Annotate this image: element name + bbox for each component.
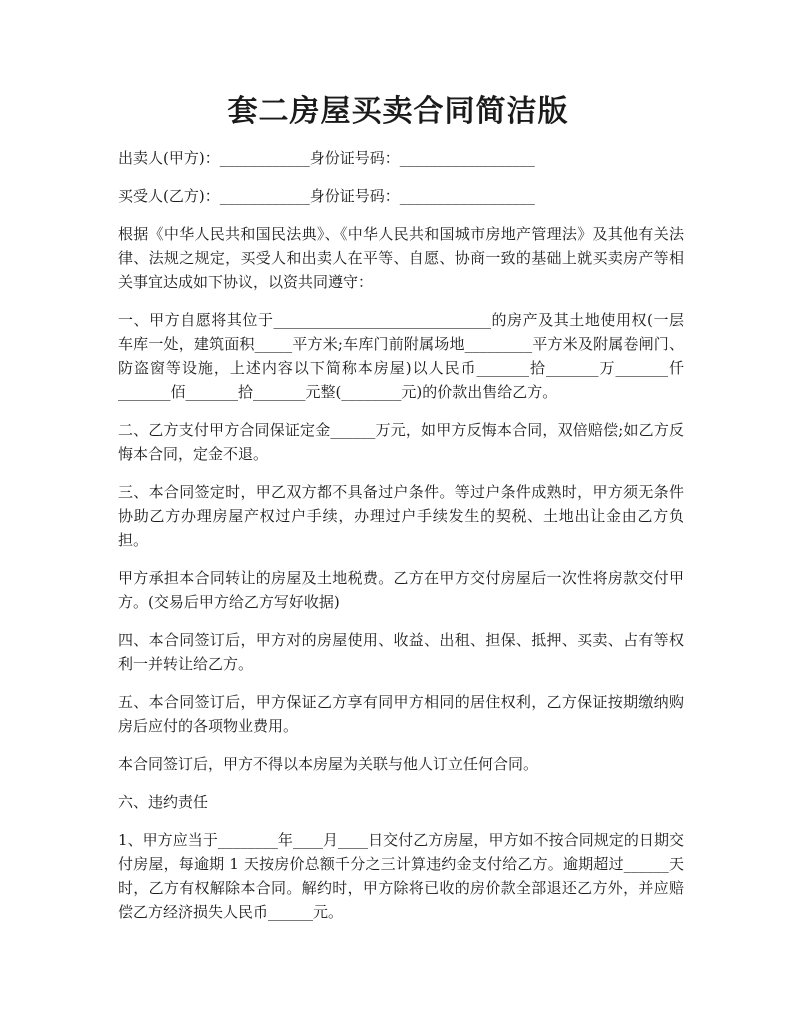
clause-4-paragraph: 四、本合同签订后，甲方对的房屋使用、收益、出租、担保、抵押、买卖、占有等权利一并转让给乙方。 [118,631,684,673]
document-title: 套二房屋买卖合同简洁版 [227,94,569,129]
breach-heading: 六、违约责任 [118,793,209,811]
breach-item-1-paragraph: 1、甲方应当于________年____月____日交付乙方房屋，甲方如不按合同规定的日期交付房屋，每逾期 1 天按房价总额千分之三计算违约金支付给乙方。逾期超过______天时，乙方有权解除本合同。解约时，甲方除将已收的房价款全部退还乙方外，并应赔偿乙方经济损失人民币______元。 [118,831,684,921]
no-other-contract-paragraph: 本合同签订后，甲方不得以本房屋为关联与他人订立任何合同。 [118,755,539,773]
tax-paragraph: 甲方承担本合同转让的房屋及土地税费。乙方在甲方交付房屋后一次性将房款交付甲方。(交易后甲方给乙方写好收据) [118,569,684,611]
seller-line: 出卖人(甲方)：____________身份证号码：__________________ [118,149,535,167]
clause-5-paragraph: 五、本合同签订后，甲方保证乙方享有同甲方相同的居住权利，乙方保证按期缴纳购房后应付的各项物业费用。 [118,693,684,735]
clause-3-paragraph: 三、本合同签定时，甲乙双方都不具备过户条件。等过户条件成熟时，甲方须无条件协助乙方办理房屋产权过户手续，办理过户手续发生的契税、土地出让金由乙方负担。 [118,483,684,549]
clause-1-paragraph: 一、甲方自愿将其位于_____________________________的房产及其土地使用权(一层车库一处，建筑面积_____平方米;车库门前附属场地_________平方米及附属卷闸门、防盗窗等设施，上述内容以下简称本房屋)以人民币_______拾_______万_______仟_______佰_______拾_______元整(________元)的价款出售给乙方。 [118,311,684,401]
buyer-line: 买受人(乙方)：____________身份证号码：__________________ [118,187,535,205]
clause-2-paragraph: 二、乙方支付甲方合同保证定金______万元，如甲方反悔本合同，双倍赔偿;如乙方反悔本合同，定金不退。 [118,421,684,463]
document-body [118,146,684,938]
preamble-paragraph: 根据《中华人民共和国民法典》、《中华人民共和国城市房地产管理法》及其他有关法律、法规之规定，买受人和出卖人在平等、自愿、协商一致的基础上就买卖房产等相关事宜达成如下协议，以资共同遵守： [118,225,684,291]
